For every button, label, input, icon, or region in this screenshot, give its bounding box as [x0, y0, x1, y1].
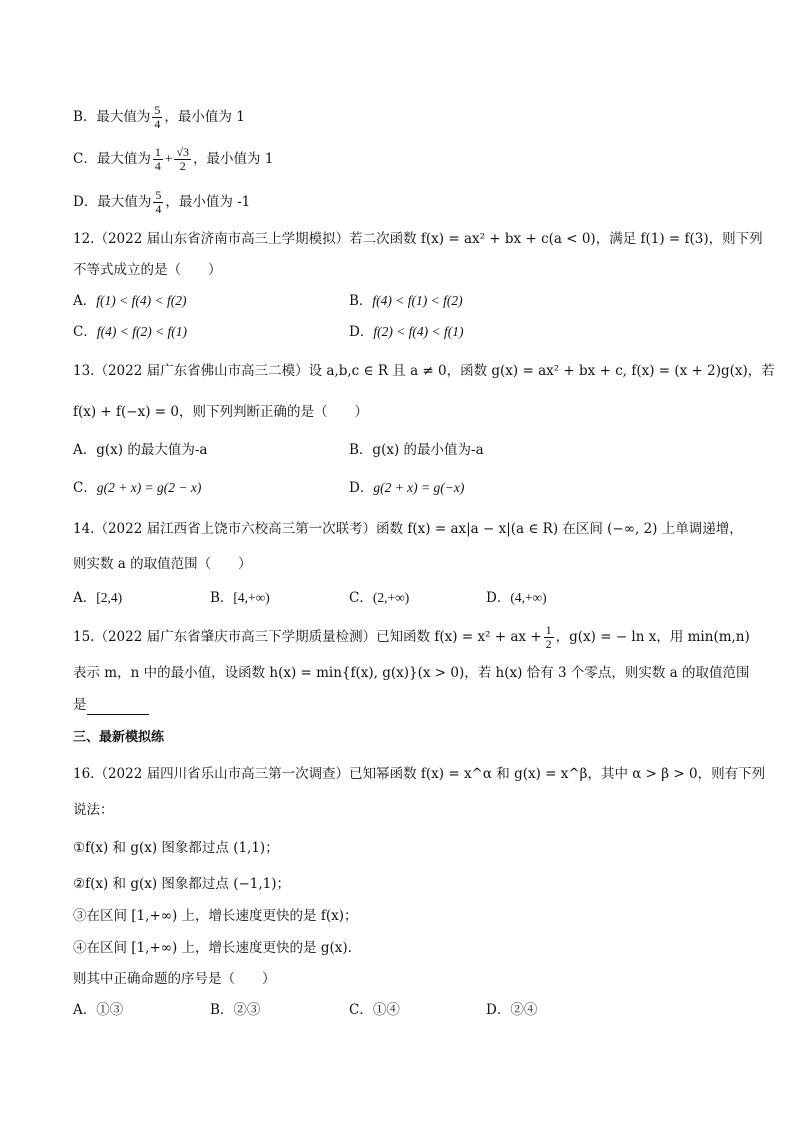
q16-statement-4: ④在区间 [1,+∞) 上，增长速度更快的是 g(x). [73, 940, 352, 956]
option-label: C． [349, 590, 373, 606]
option-text: g(2 + x) = g(2 − x) [96, 480, 202, 495]
option-label: A． [73, 442, 97, 458]
stem-text: 15.（2022 届广东省肇庆市高三下学期质量检测）已知函数 f(x) = x² + ax + [73, 629, 542, 645]
denominator: 4 [154, 159, 161, 173]
option-label: C． [349, 1002, 373, 1018]
option-text: [2,4) [96, 590, 123, 605]
q12-option-c [73, 322, 187, 342]
answer-blank[interactable] [87, 700, 149, 715]
option-text: (4,+∞) [510, 590, 547, 605]
q14-option-d [486, 588, 547, 608]
q13-option-a [73, 440, 207, 460]
q14-option-a [73, 588, 122, 608]
q11-option-b [73, 104, 245, 131]
option-label: D． [486, 590, 511, 606]
option-label: B． [210, 590, 234, 606]
fraction [153, 146, 163, 173]
option-text: f(2) < f(4) < f(1) [373, 324, 464, 339]
fraction [153, 189, 163, 216]
q15-stem-line-3 [73, 695, 149, 715]
option-label: D． [73, 194, 98, 210]
q16-statement-1: ①f(x) 和 g(x) 图象都过点 (1,1)； [73, 840, 279, 856]
option-label: A． [73, 1002, 97, 1018]
option-text: 最大值为 [96, 151, 151, 167]
q15-stem-line-1 [73, 624, 750, 651]
q12-option-b [349, 291, 463, 311]
q15-stem-line-2: 表示 m，n 中的最小值，设函数 h(x) = min{f(x), g(x)}(x > 0)，若 h(x) 恰有 3 个零点，则实数 a 的取值范围 [73, 665, 750, 681]
q13-stem-line-2: f(x) + f(−x) = 0，则下列判断正确的是（ ） [73, 404, 368, 420]
q13-option-c [73, 478, 201, 498]
numerator: 5 [155, 188, 162, 202]
q16-option-a [73, 1000, 123, 1020]
option-label: B． [210, 1002, 234, 1018]
numerator: 1 [154, 145, 161, 159]
option-text: ，最小值为 1 [193, 151, 274, 167]
option-label: C． [73, 151, 97, 167]
denominator: 2 [545, 637, 552, 651]
q16-stem-line-1: 16.（2022 届四川省乐山市高三第一次调查）已知幂函数 f(x) = x^α 和 g(x) = x^β，其中 α > β > 0，则有下列 [73, 766, 766, 782]
numerator: 5 [154, 103, 161, 117]
stem-text: 是 [73, 697, 87, 713]
numerator: 1 [545, 623, 552, 637]
option-text: 最大值为 [97, 194, 152, 210]
option-text: ①④ [372, 1002, 400, 1018]
option-label: B． [73, 109, 97, 125]
fraction [544, 624, 554, 651]
q11-option-c [73, 146, 273, 173]
option-text: [4,+∞) [233, 590, 270, 605]
q14-stem-line-2: 则实数 a 的取值范围（ ） [73, 556, 252, 572]
option-text: ②④ [510, 1002, 538, 1018]
q16-statement-3: ③在区间 [1,+∞) 上，增长速度更快的是 f(x)； [73, 908, 358, 924]
option-label: C． [73, 324, 97, 340]
option-text: 最大值为 [96, 109, 151, 125]
option-text: g(2 + x) = g(−x) [373, 480, 465, 495]
option-label: C． [73, 480, 97, 496]
q16-stem-question: 则其中正确命题的序号是（ ） [73, 971, 276, 987]
option-text: f(4) < f(1) < f(2) [372, 293, 463, 308]
q12-option-d [349, 322, 464, 342]
fraction [174, 146, 191, 173]
q14-option-c [349, 588, 409, 608]
q16-stem-line-2: 说法： [73, 802, 114, 818]
option-label: D． [486, 1002, 511, 1018]
denominator: 4 [155, 202, 162, 216]
stem-text: ，g(x) = − ln x，用 min(m,n) [555, 629, 750, 645]
option-text: g(x) 的最大值为-a [96, 442, 208, 458]
option-label: A． [73, 293, 97, 309]
section-heading: 三、最新模拟练 [73, 730, 165, 745]
q16-option-b [210, 1000, 260, 1020]
option-label: A． [73, 590, 97, 606]
fraction [152, 104, 162, 131]
option-text: ，最小值为 -1 [165, 194, 251, 210]
option-text: ②③ [233, 1002, 261, 1018]
denominator: 2 [179, 159, 186, 173]
q12-option-a [73, 291, 186, 311]
q16-option-c [349, 1000, 400, 1020]
option-label: B． [349, 442, 373, 458]
option-text: g(x) 的最小值为-a [372, 442, 484, 458]
plus-sign: + [164, 151, 173, 166]
option-text: f(4) < f(2) < f(1) [96, 324, 188, 339]
option-label: D． [349, 480, 374, 496]
denominator: 4 [154, 117, 161, 131]
q16-option-d [486, 1000, 537, 1020]
numerator: √3 [176, 145, 190, 159]
q13-stem-line-1: 13.（2022 届广东省佛山市高三二模）设 a,b,c ∈ R 且 a ≠ 0，函数 g(x) = ax² + bx + c, f(x) = (x + 2)g(x)，若 [73, 363, 775, 379]
q14-option-b [210, 588, 270, 608]
option-label: D． [349, 324, 374, 340]
q14-stem-line-1: 14.（2022 届江西省上饶市六校高三第一次联考）函数 f(x) = ax|a − x|(a ∈ R) 在区间 (−∞, 2) 上单调递增， [73, 521, 743, 537]
option-text: (2,+∞) [372, 590, 410, 605]
option-label: B． [349, 293, 373, 309]
q11-option-d [73, 189, 250, 216]
q13-option-b [349, 440, 484, 460]
option-text: ，最小值为 1 [164, 109, 245, 125]
q12-stem-line-1: 12.（2022 届山东省济南市高三上学期模拟）若二次函数 f(x) = ax² + bx + c(a < 0)，满足 f(1) = f(3)，则下列 [73, 231, 763, 247]
option-text: ①③ [96, 1002, 124, 1018]
q13-option-d [349, 478, 464, 498]
q16-statement-2: ②f(x) 和 g(x) 图象都过点 (−1,1)； [73, 876, 291, 892]
option-text: f(1) < f(4) < f(2) [96, 293, 187, 308]
q12-stem-line-2: 不等式成立的是（ ） [73, 262, 222, 278]
